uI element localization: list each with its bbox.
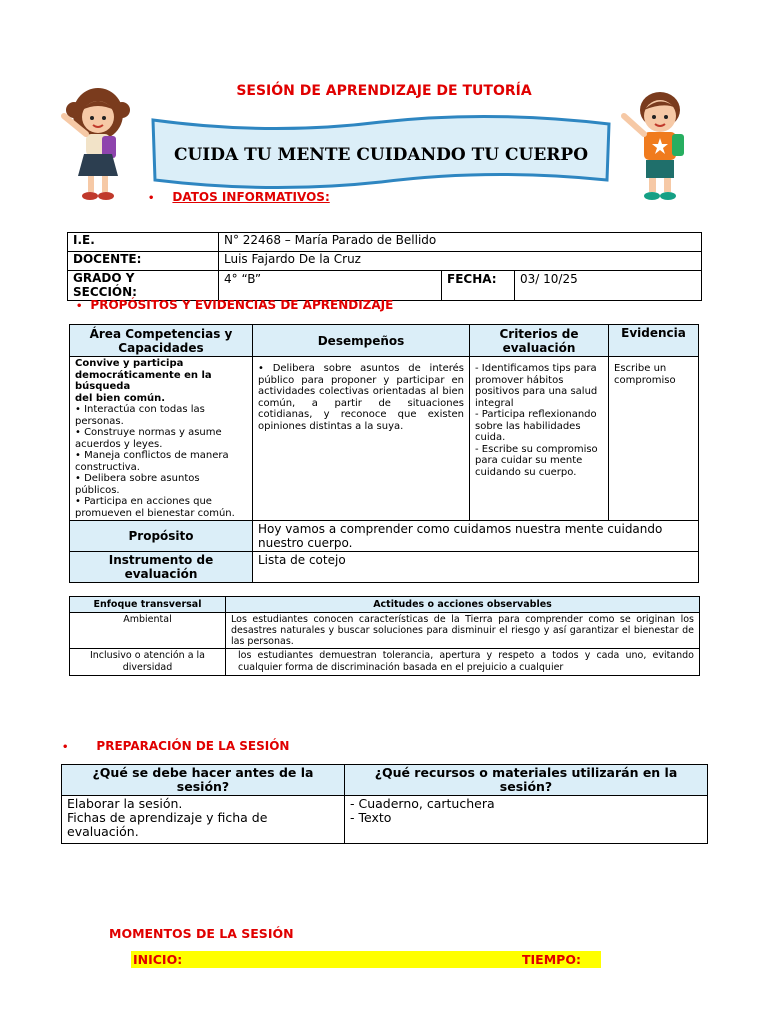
datos-heading: • DATOS INFORMATIVOS: xyxy=(148,190,330,204)
table-row xyxy=(68,252,702,271)
table-row xyxy=(70,521,699,552)
actitud-cell: los estudiantes demuestran tolerancia, apertura y respeto a todos y cada uno, evitando cualquier forma de discriminación basada en el prejuicio a cualquier xyxy=(226,649,700,676)
banner-title: CUIDA TU MENTE CUIDANDO TU CUERPO xyxy=(173,145,589,165)
competencias-cell: Convive y participa democráticamente en la búsqueda del bien común. • Interactúa con todas las personas. • Construye normas y asume acuerdos y leyes. • Maneja conflictos de manera constructiva. • Delibera sobre asuntos públicos. • Participa en acciones que promueven el bienestar común. xyxy=(70,357,253,521)
inicio-label: INICIO: xyxy=(133,952,183,967)
momentos-heading: MOMENTOS DE LA SESIÓN xyxy=(109,926,294,941)
instrumento-label: Instrumento de evaluación xyxy=(70,552,253,583)
desempeno-cell: • Delibera sobre asuntos de interés público para proponer y participar en actividades colectivas orientadas al bien común, a partir de situaciones cotidianas, y reconoce que existen opiniones distintas a la suya. xyxy=(253,357,470,521)
enfoques-table xyxy=(69,596,700,676)
bullet-icon: • xyxy=(76,301,83,312)
preparacion-table xyxy=(61,764,708,844)
criterios-cell: - Identificamos tips para promover hábitos positivos para una salud integral - Participa reflexionando sobre las habilidades cuida. - Escribe su compromiso para cuidar su mente cuidando su cuerpo. xyxy=(470,357,609,521)
antes-cell: Elaborar la sesión. Fichas de aprendizaje y ficha de evaluación. xyxy=(62,796,345,844)
col-actitudes: Actitudes o acciones observables xyxy=(226,597,700,613)
tiempo-label: TIEMPO: xyxy=(522,952,581,967)
table-row xyxy=(62,796,708,844)
boy-student-illustration xyxy=(620,84,696,202)
ie-label: I.E. xyxy=(68,233,219,252)
grado-label: GRADO Y SECCIÓN: xyxy=(68,271,219,301)
table-row xyxy=(70,552,699,583)
table-row xyxy=(70,649,700,676)
instrumento-value: Lista de cotejo xyxy=(253,552,699,583)
col-area: Área Competencias y Capacidades xyxy=(70,325,253,357)
table-row xyxy=(68,271,702,301)
grado-value: 4° “B” xyxy=(219,271,442,301)
col-criterios: Criterios de evaluación xyxy=(470,325,609,357)
ie-value: N° 22468 – María Parado de Bellido xyxy=(219,233,702,252)
bullet-icon: • xyxy=(62,742,69,753)
table-row xyxy=(70,325,699,357)
fecha-value: 03/ 10/25 xyxy=(515,271,702,301)
preparacion-heading: • PREPARACIÓN DE LA SESIÓN xyxy=(62,739,290,753)
table-row xyxy=(68,233,702,252)
table-row xyxy=(70,613,700,649)
table-row xyxy=(62,765,708,796)
proposito-value: Hoy vamos a comprender como cuidamos nuestra mente cuidando nuestro cuerpo. xyxy=(253,521,699,552)
fecha-label: FECHA: xyxy=(442,271,515,301)
col-recursos: ¿Qué recursos o materiales utilizarán en la sesión? xyxy=(345,765,708,796)
propositos-heading: • PROPÓSITOS Y EVIDENCIAS DE APRENDIZAJE xyxy=(76,298,394,312)
proposito-label: Propósito xyxy=(70,521,253,552)
datos-table xyxy=(67,232,702,301)
docente-label: DOCENTE: xyxy=(68,252,219,271)
bullet-icon: • xyxy=(148,193,155,204)
docente-value: Luis Fajardo De la Cruz xyxy=(219,252,702,271)
table-row xyxy=(70,597,700,613)
col-enfoque: Enfoque transversal xyxy=(70,597,226,613)
girl-student-illustration xyxy=(58,84,138,202)
evidencia-cell: Escribe un compromiso xyxy=(609,357,699,521)
col-antes: ¿Qué se debe hacer antes de la sesión? xyxy=(62,765,345,796)
session-title: SESIÓN DE APRENDIZAJE DE TUTORÍA xyxy=(236,83,532,99)
recursos-cell: - Cuaderno, cartuchera - Texto xyxy=(345,796,708,844)
table-row xyxy=(70,357,699,521)
propositos-table xyxy=(69,324,699,583)
col-evidencia: Evidencia xyxy=(609,325,699,357)
col-desempenos: Desempeños xyxy=(253,325,470,357)
enfoque-cell: Inclusivo o atención a la diversidad xyxy=(70,649,226,676)
actitud-cell: Los estudiantes conocen características de la Tierra para comprender como se originan los desastres naturales y buscar soluciones para disminuir el riesgo y así garantizar el bienestar de las personas. xyxy=(226,613,700,649)
enfoque-cell: Ambiental xyxy=(70,613,226,649)
